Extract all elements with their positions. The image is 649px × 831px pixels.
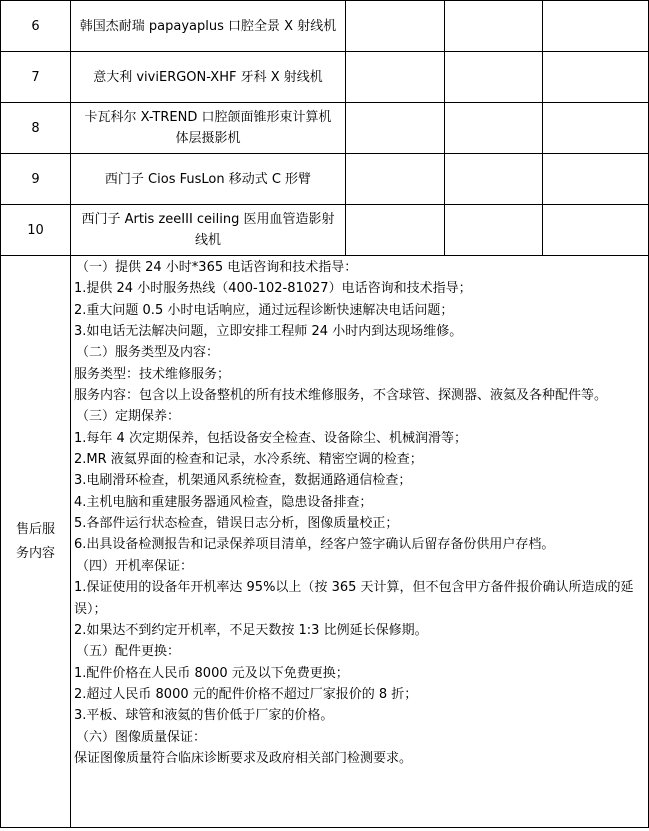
content-line: 2.超过人民币 8000 元的配件价格不超过厂家报价的 8 折； xyxy=(74,686,418,702)
section-heading: （二）服务类型及内容： xyxy=(76,345,220,361)
row-number: 10 xyxy=(1,205,71,256)
empty-cell xyxy=(346,52,445,103)
content-line: 3.如电话无法解决问题，立即安排工程师 24 小时内到达现场维修。 xyxy=(74,324,463,340)
service-label xyxy=(1,256,71,828)
section-heading: （三）定期保养： xyxy=(76,409,181,425)
content-line: 1.提供 24 小时服务热线（400-102-81027）电话咨询和技术指导； xyxy=(74,281,472,297)
content-line: 服务内容：包含以上设备整机的所有技术维修服务，不含球管、探测器、液氦及各种配件等。 xyxy=(74,388,608,404)
table-row xyxy=(1,1,649,52)
equipment-name: 韩国杰耐瑞 papayaplus 口腔全景 X 射线机 xyxy=(71,1,346,52)
equipment-name: 意大利 viviERGON-XHF 牙科 X 射线机 xyxy=(71,52,346,103)
service-label-text: 售后服务内容 xyxy=(15,521,55,561)
empty-cell xyxy=(543,205,649,256)
empty-cell xyxy=(445,103,543,154)
empty-cell xyxy=(445,1,543,52)
empty-cell xyxy=(346,103,445,154)
content-line: 1.配件价格在人民币 8000 元及以下免费更换； xyxy=(74,665,349,681)
content-line: 4.主机电脑和重建服务器通风检查，隐患设备排查； xyxy=(74,494,373,510)
row-number: 9 xyxy=(1,154,71,205)
table-row xyxy=(1,154,649,205)
equipment-name: 西门子 Artis zeeIII ceiling 医用血管造影射线机 xyxy=(71,205,346,256)
empty-cell xyxy=(346,1,445,52)
section-heading: （四）开机率保证： xyxy=(76,558,194,574)
content-line: 2.MR 液氦界面的检查和记录，水冷系统、精密空调的检查； xyxy=(74,452,423,468)
content-line: 5.各部件运行状态检查，错误日志分析，图像质量校正； xyxy=(74,516,399,532)
service-content xyxy=(71,256,649,828)
table-row xyxy=(1,52,649,103)
empty-cell xyxy=(445,154,543,205)
content-line: 2.如果达不到约定开机率，不足天数按 1:3 比例延长保修期。 xyxy=(74,622,428,638)
empty-cell xyxy=(445,205,543,256)
empty-cell xyxy=(346,205,445,256)
empty-cell xyxy=(543,52,649,103)
empty-cell xyxy=(346,154,445,205)
service-row xyxy=(1,256,649,828)
section-heading: （五）配件更换： xyxy=(76,644,181,660)
content-line: 3.电刷滑环检查，机架通风系统检查，数据通路通信检查； xyxy=(74,473,412,489)
content-line: 1.保证使用的设备年开机率达 95%以上（按 365 天计算，但不包含甲方备件报价确认所造成的延误）； xyxy=(74,580,634,617)
content-line: 6.出具设备检测报告和记录保养项目清单，经客户签字确认后留存备份供用户存档。 xyxy=(74,537,555,553)
table-row xyxy=(1,103,649,154)
section-heading: （一）提供 24 小时*365 电话咨询和技术指导： xyxy=(76,260,358,275)
equipment-name: 西门子 Cios FusLon 移动式 C 形臂 xyxy=(71,154,346,205)
row-number: 7 xyxy=(1,52,71,103)
empty-cell xyxy=(543,1,649,52)
content-line: 2.重大问题 0.5 小时电话响应，通过远程诊断快速解决电话问题； xyxy=(74,302,454,318)
empty-cell xyxy=(543,154,649,205)
content-line: 服务类型：技术维修服务； xyxy=(74,366,231,382)
content-line: 1.每年 4 次定期保养，包括设备安全检查、设备除尘、机械润滑等； xyxy=(74,430,467,446)
empty-cell xyxy=(543,103,649,154)
content-line: 保证图像质量符合临床诊断要求及政府相关部门检测要求。 xyxy=(74,750,413,766)
empty-cell xyxy=(445,52,543,103)
row-number: 6 xyxy=(1,1,71,52)
equipment-name: 卡瓦科尔 X-TREND 口腔颌面锥形束计算机体层摄影机 xyxy=(71,103,346,154)
table-row xyxy=(1,205,649,256)
content-line: 3.平板、球管和液氦的售价低于厂家的价格。 xyxy=(74,708,334,724)
row-number: 8 xyxy=(1,103,71,154)
section-heading: （六）图像质量保证： xyxy=(76,729,207,745)
